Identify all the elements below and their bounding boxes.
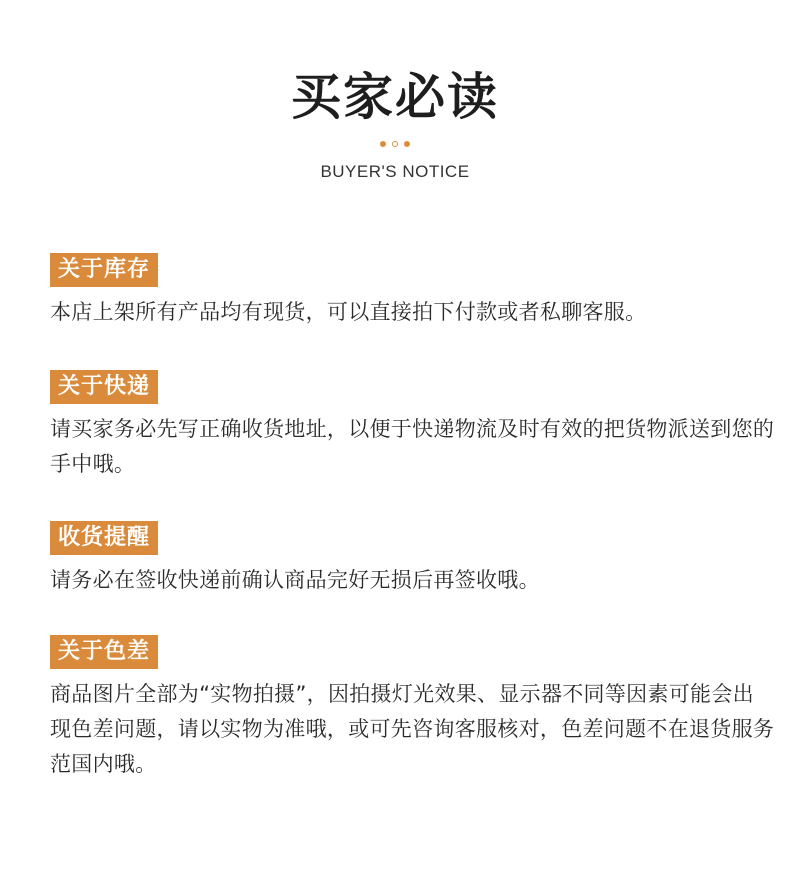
section-color-difference (50, 635, 775, 782)
section-tag: 关于库存 (50, 253, 158, 287)
section-tag: 收货提醒 (50, 521, 158, 555)
section-text: 商品图片全部为“实物拍摄”，因拍摄灯光效果、显示器不同等因素可能会出现色差问题，请以实物为准哦，或可先咨询客服核对，色差问题不在退货服务范国内哦。 (50, 682, 775, 776)
page-subtitle: BUYER'S NOTICE (320, 162, 470, 181)
dot-icon (380, 141, 386, 147)
page-title: 买家必读 (291, 68, 499, 126)
section-delivery (50, 370, 775, 482)
section-tag: 关于色差 (50, 635, 158, 669)
section-text: 请务必在签收快递前确认商品完好无损后再签收哦。 (50, 568, 540, 592)
section-text: 请买家务必先写正确收货地址，以便于快递物流及时有效的把货物派送到您的手中哦。 (50, 417, 775, 476)
section-stock (50, 253, 775, 330)
hollow-dot-icon (392, 141, 398, 147)
section-receipt-reminder (50, 521, 775, 598)
section-text: 本店上架所有产品均有现货，可以直接拍下付款或者私聊客服。 (50, 300, 647, 324)
dot-icon (404, 141, 410, 147)
section-tag: 关于快递 (50, 370, 158, 404)
decorative-dots-icon (0, 138, 790, 150)
notice-header (0, 66, 790, 182)
